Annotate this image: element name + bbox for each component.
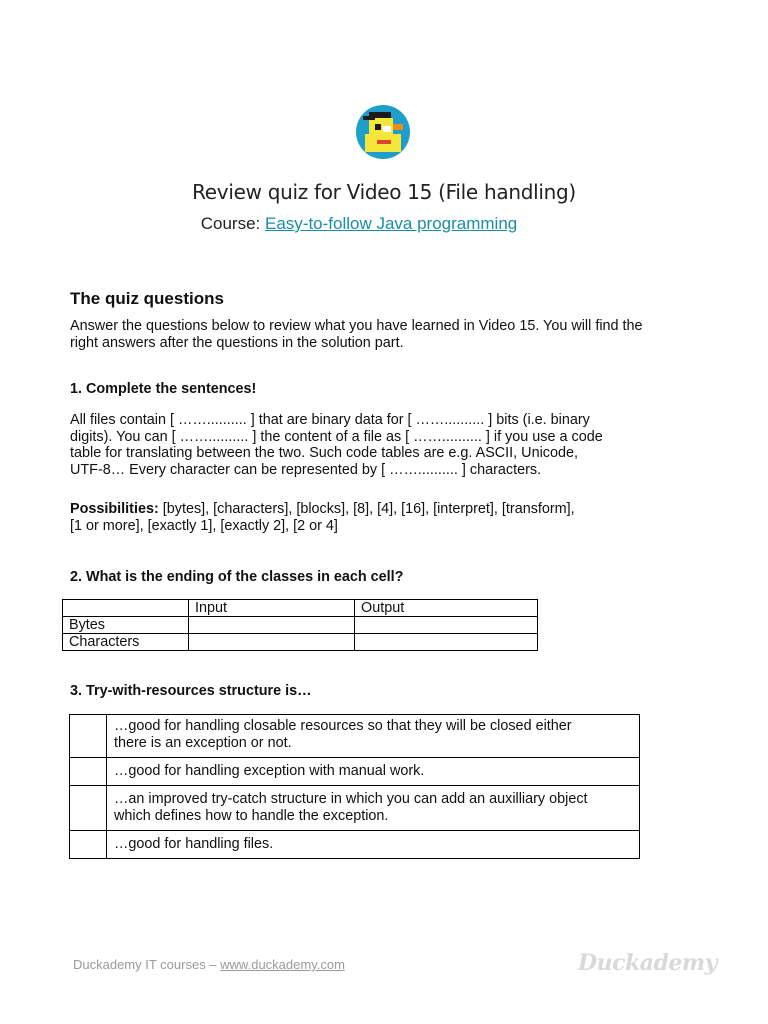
course-link[interactable]: Easy-to-follow Java programming: [264, 214, 518, 233]
possibilities-label: Possibilities:: [70, 501, 159, 517]
option-row: [70, 786, 640, 831]
answer-cell[interactable]: [189, 634, 355, 651]
question-1-heading: 1. Complete the sentences!: [70, 381, 257, 397]
option-text: [107, 758, 640, 786]
course-label: Course:: [200, 214, 265, 233]
question-1-line: All files contain [ …….......... ] that are binary data for [ …….......... ] bits (i.e. binary: [70, 412, 590, 428]
answer-cell[interactable]: [355, 634, 538, 651]
table-row: [63, 617, 538, 634]
table-cell: [63, 600, 189, 617]
table-header-input: Input: [189, 600, 355, 617]
brand-logo: Duckademy: [578, 950, 717, 976]
option-line: which defines how to handle the exception.: [114, 808, 389, 824]
option-row: [70, 831, 640, 859]
class-ending-table: [62, 599, 538, 651]
option-text: [107, 715, 640, 758]
table-header-output: Output: [355, 600, 538, 617]
possibilities-list: [1 or more], [exactly 1], [exactly 2], [2 or 4]: [70, 517, 338, 534]
option-row: [70, 715, 640, 758]
table-header-row: [63, 600, 538, 617]
question-1-text: [70, 412, 710, 478]
question-1-line: digits). You can [ …….......... ] the content of a file as [ …….......... ] if you use a code: [70, 428, 603, 445]
option-text: [107, 831, 640, 859]
section-heading: The quiz questions: [70, 289, 224, 308]
possibilities-list: [bytes], [characters], [blocks], [8], [4], [16], [interpret], [transform],: [158, 501, 575, 517]
option-checkbox[interactable]: [70, 715, 107, 758]
footer-link[interactable]: www.duckademy.com: [220, 957, 345, 972]
table-row: [63, 634, 538, 651]
intro-text: Answer the questions below to review what you have learned in Video 15. You will find the right answers after the questions in the solution part.: [70, 318, 643, 351]
possibilities: [70, 501, 710, 534]
option-line: …good for handling closable resources so that they will be closed either: [114, 718, 572, 734]
option-checkbox[interactable]: [70, 831, 107, 859]
question-2-heading: 2. What is the ending of the classes in each cell?: [70, 569, 404, 585]
option-checkbox[interactable]: [70, 758, 107, 786]
course-line: [0, 214, 718, 234]
question-1-line: table for translating between the two. Such code tables are e.g. ASCII, Unicode,: [70, 445, 578, 462]
question-3-heading: 3. Try-with-resources structure is…: [70, 683, 312, 699]
option-line: …good for handling exception with manual work.: [114, 763, 425, 779]
answer-cell[interactable]: [355, 617, 538, 634]
duck-mascot-icon: [355, 104, 411, 160]
option-line: …an improved try-catch structure in which you can add an auxilliary object: [114, 791, 588, 807]
footer-text: Duckademy IT courses –: [73, 957, 221, 972]
page-title: Review quiz for Video 15 (File handling): [192, 180, 576, 204]
row-label: Bytes: [63, 617, 189, 634]
options-table: [69, 714, 640, 859]
option-row: [70, 758, 640, 786]
option-checkbox[interactable]: [70, 786, 107, 831]
option-text: [107, 786, 640, 831]
option-line: there is an exception or not.: [114, 735, 292, 751]
answer-cell[interactable]: [189, 617, 355, 634]
row-label: Characters: [63, 634, 189, 651]
question-1-line: UTF-8… Every character can be represented by [ …….......... ] characters.: [70, 461, 542, 478]
footer: [73, 957, 345, 972]
option-line: …good for handling files.: [114, 836, 274, 852]
